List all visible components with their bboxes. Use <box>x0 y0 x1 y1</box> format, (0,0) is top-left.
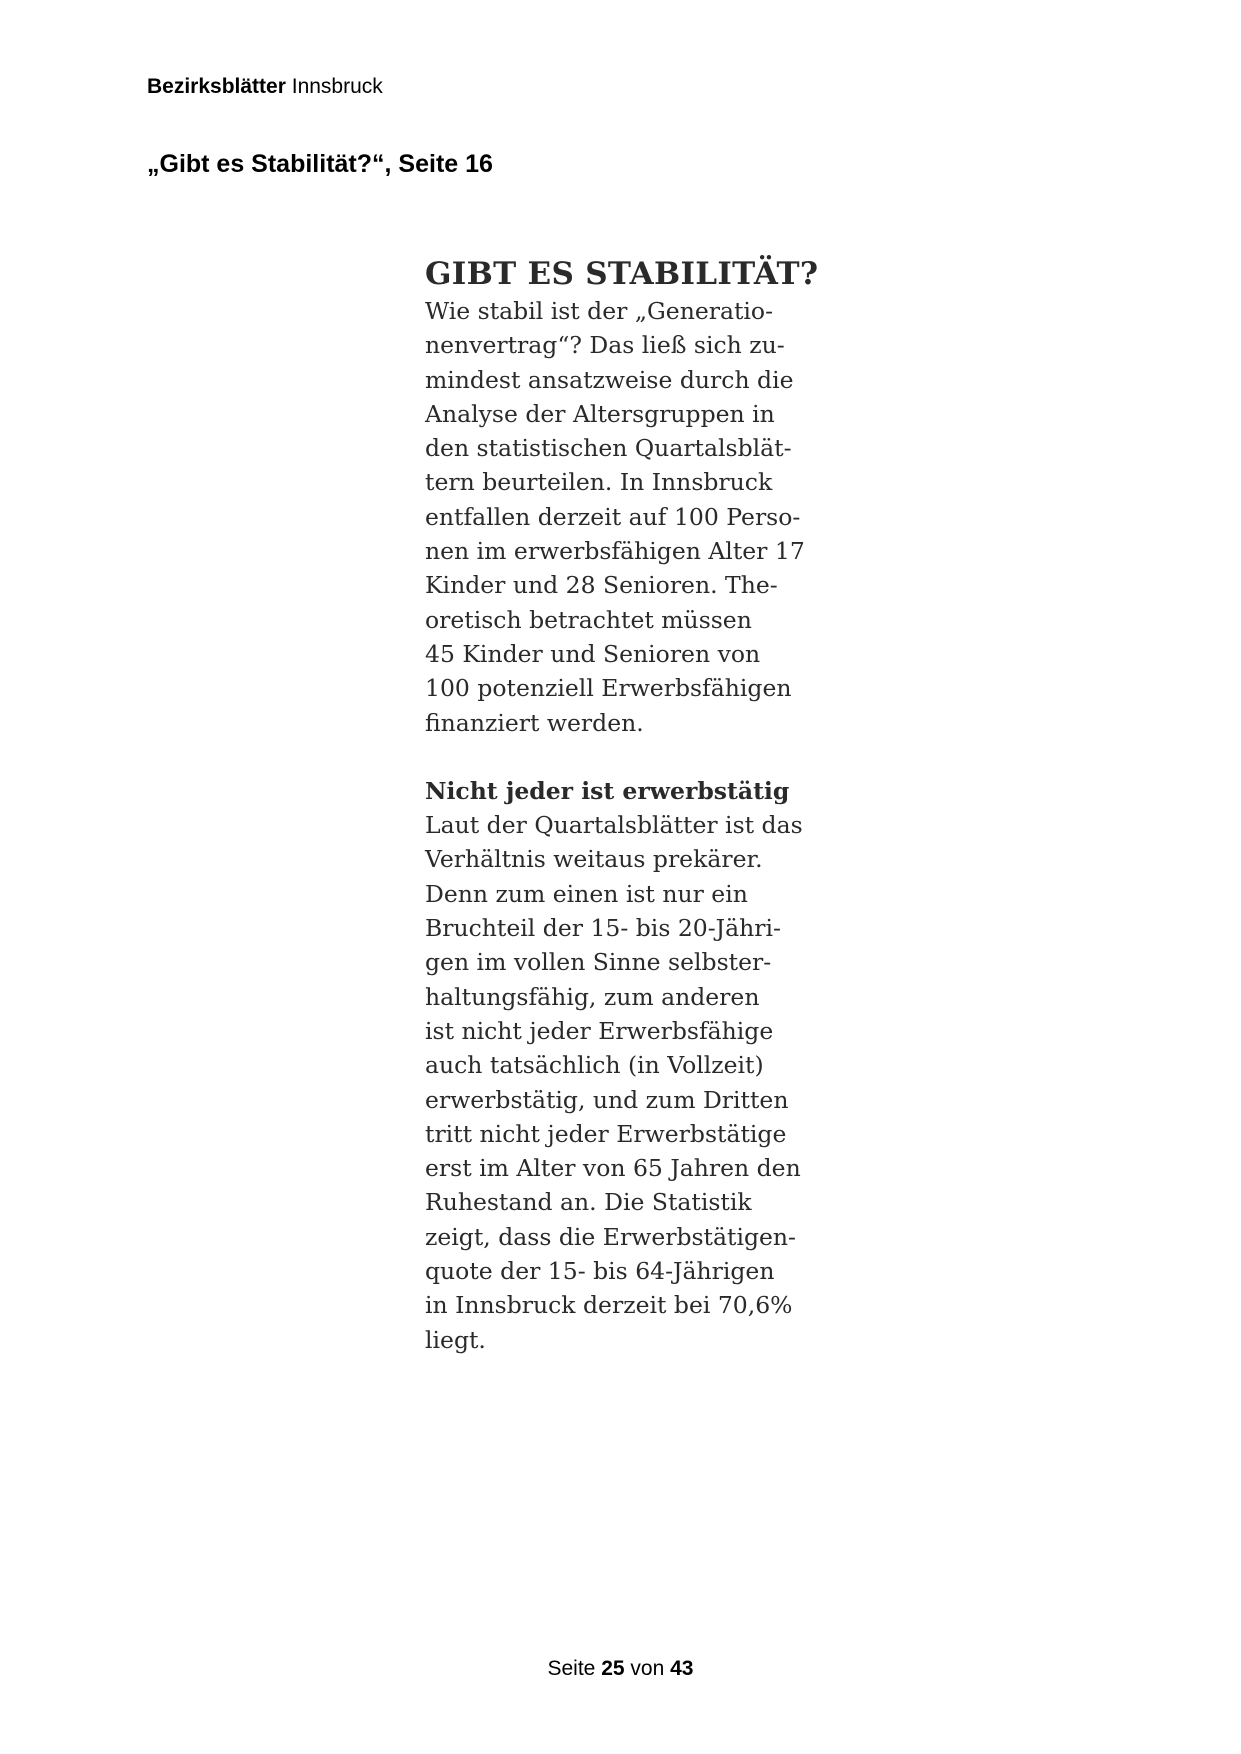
text-line: quote der 15- bis 64-Jährigen <box>425 1257 775 1286</box>
article-paragraph-1 <box>425 294 845 740</box>
text-line: Denn zum einen ist nur ein <box>425 879 748 908</box>
page-word: Seite <box>547 1657 596 1680</box>
of-word: von <box>630 1657 665 1680</box>
text-line: nen im erwerbsfähigen Alter 17 <box>425 537 805 566</box>
text-line: zeigt, dass die Erwerbstätigen- <box>425 1222 796 1251</box>
text-line: ist nicht jeder Erwerbsfähige <box>425 1016 774 1045</box>
text-line: erwerbstätig, und zum Dritten <box>425 1085 789 1114</box>
text-line: gen im vollen Sinne selbster- <box>425 948 772 977</box>
text-line: finanziert werden. <box>425 708 644 737</box>
text-line: Kinder und 28 Senioren. The- <box>425 571 778 600</box>
region-name: Innsbruck <box>291 75 383 98</box>
text-line: mindest ansatzweise durch die <box>425 365 794 394</box>
total-page-count: 43 <box>670 1657 694 1680</box>
text-line: liegt. <box>425 1325 486 1354</box>
text-line: haltungsfähig, zum anderen <box>425 982 760 1011</box>
article-headline: GIBT ES STABILITÄT? <box>425 256 819 292</box>
text-line: Ruhestand an. Die Statistik <box>425 1188 752 1217</box>
text-line: Verhältnis weitaus prekärer. <box>425 845 763 874</box>
text-line: Wie stabil ist der „Generatio- <box>425 297 774 325</box>
page-footer <box>0 1654 1241 1684</box>
text-line: tritt nicht jeder Erwerbstätige <box>425 1119 787 1148</box>
text-line: den statistischen Quartalsblät- <box>425 434 792 463</box>
text-line: nenvertrag“? Das ließ sich zu- <box>425 331 785 360</box>
article-subheading: Nicht jeder ist erwerbstätig <box>425 776 790 805</box>
source-line <box>147 72 383 102</box>
publication-name: Bezirksblätter <box>147 75 286 98</box>
text-line: erst im Alter von 65 Jahren den <box>425 1154 801 1183</box>
text-line: auch tatsächlich (in Vollzeit) <box>425 1051 764 1080</box>
text-line: 45 Kinder und Senioren von <box>425 639 761 668</box>
article-paragraph-2 <box>425 808 845 1357</box>
current-page-number: 25 <box>601 1657 625 1680</box>
article-reference: „Gibt es Stabilität?“, Seite 16 <box>147 150 493 178</box>
text-line: entfallen derzeit auf 100 Perso- <box>425 502 801 531</box>
text-line: oretisch betrachtet müssen <box>425 605 752 634</box>
text-line: Bruchteil der 15- bis 20-Jähri- <box>425 914 781 943</box>
text-line: Analyse der Altersgruppen in <box>425 399 775 428</box>
text-line: Laut der Quartalsblätter ist das <box>425 811 803 840</box>
text-line: in Innsbruck derzeit bei 70,6% <box>425 1291 793 1320</box>
text-line: tern beurteilen. In Innsbruck <box>425 468 773 497</box>
text-line: 100 potenziell Erwerbsfähigen <box>425 674 792 703</box>
newspaper-clipping <box>425 256 845 1357</box>
